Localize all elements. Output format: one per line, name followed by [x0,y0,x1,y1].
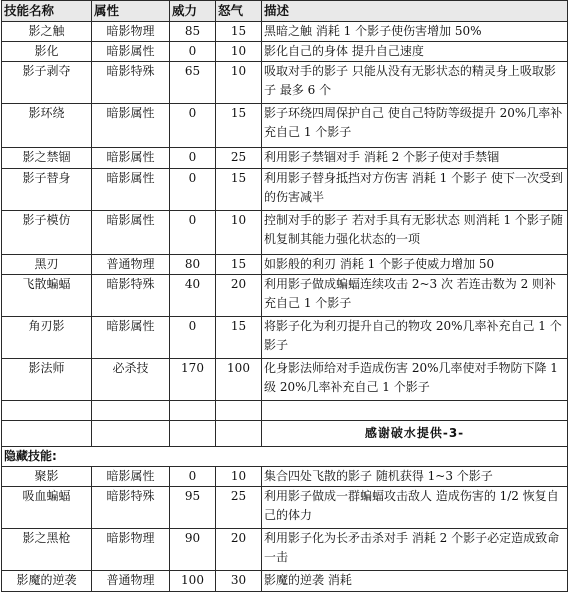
skill-description: 利用影子替身抵挡对方伤害 消耗 1 个影子 使下一次受到的伤害减半 [262,169,568,211]
skill-rage: 15 [216,22,262,42]
skill-name: 影之禁锢 [2,148,92,169]
skill-description: 利用影子化为长矛击杀对手 消耗 2 个影子必定造成致命一击 [262,529,568,571]
skill-description: 集合四处飞散的影子 随机获得 1~3 个影子 [262,467,568,487]
credit-row [2,421,568,447]
skill-attribute: 暗影属性 [92,169,170,211]
skill-row [2,42,568,62]
skill-rage: 10 [216,42,262,62]
skill-name: 影子模仿 [2,211,92,255]
skill-power: 0 [170,467,216,487]
skill-name: 聚影 [2,467,92,487]
skill-rage: 15 [216,255,262,275]
skill-description: 如影般的利刃 消耗 1 个影子使威力增加 50 [262,255,568,275]
skill-description: 控制对手的影子 若对手具有无影状态 则消耗 1 个影子随机复制其能力强化状态的一项 [262,211,568,255]
skill-power: 0 [170,148,216,169]
skill-power: 90 [170,529,216,571]
skill-row [2,62,568,104]
skill-attribute: 暗影物理 [92,22,170,42]
header-rage: 怒气 [216,1,262,22]
skill-power: 0 [170,104,216,148]
skill-attribute: 必杀技 [92,359,170,401]
skill-rage: 25 [216,148,262,169]
blank-row [2,401,568,421]
skill-rage: 100 [216,359,262,401]
skill-description: 化身影法师给对手造成伤害 20%几率使对手物防下降 1 级 20%几率补充自己 1 个影子 [262,359,568,401]
skill-attribute: 暗影特殊 [92,62,170,104]
skill-row [2,359,568,401]
skill-power: 0 [170,317,216,359]
hidden-section-header-row [2,447,568,467]
skill-power: 95 [170,487,216,529]
skill-description: 将影子化为利刃提升自己的物攻 20%几率补充自己 1 个影子 [262,317,568,359]
skill-power: 170 [170,359,216,401]
skill-table [1,0,568,592]
skill-row [2,317,568,359]
header-name: 技能名称 [2,1,92,22]
skill-attribute: 暗影特殊 [92,487,170,529]
skill-power: 40 [170,275,216,317]
skill-row [2,211,568,255]
skill-rage: 30 [216,571,262,592]
skill-power: 0 [170,42,216,62]
skill-description: 利用影子做成一群蝙蝠攻击敌人 造成伤害的 1/2 恢复自己的体力 [262,487,568,529]
skill-attribute: 暗影特殊 [92,275,170,317]
skill-attribute: 普通物理 [92,571,170,592]
skill-name: 角刃影 [2,317,92,359]
skill-row [2,169,568,211]
hidden-skill-row [2,467,568,487]
skill-name: 影之黑枪 [2,529,92,571]
skill-rage: 10 [216,62,262,104]
skill-row [2,275,568,317]
skill-name: 影子替身 [2,169,92,211]
skill-rage: 10 [216,467,262,487]
skill-row [2,104,568,148]
hidden-skill-row [2,487,568,529]
skill-name: 飞散蝙蝠 [2,275,92,317]
header-attribute: 属性 [92,1,170,22]
skill-rage: 20 [216,275,262,317]
skill-power: 0 [170,211,216,255]
skill-name: 影之触 [2,22,92,42]
skill-rage: 10 [216,211,262,255]
skill-row [2,255,568,275]
skill-power: 0 [170,169,216,211]
skill-attribute: 暗影属性 [92,42,170,62]
skill-name: 黑刃 [2,255,92,275]
header-description: 描述 [262,1,568,22]
hidden-skill-row [2,529,568,571]
skill-description: 影子环绕四周保护自己 使自己特防等级提升 20%几率补充自己 1 个影子 [262,104,568,148]
skill-power: 80 [170,255,216,275]
skill-name: 影魔的逆袭 [2,571,92,592]
skill-name: 影环绕 [2,104,92,148]
skill-description: 利用影子禁锢对手 消耗 2 个影子使对手禁锢 [262,148,568,169]
skill-rage: 15 [216,169,262,211]
skill-row [2,22,568,42]
credit-text: 感谢破水提供-3- [262,421,568,447]
skill-rage: 20 [216,529,262,571]
skill-rage: 25 [216,487,262,529]
skill-row [2,148,568,169]
skill-attribute: 暗影属性 [92,467,170,487]
header-power: 威力 [170,1,216,22]
skill-description: 黑暗之触 消耗 1 个影子使伤害增加 50% [262,22,568,42]
skill-attribute: 暗影属性 [92,104,170,148]
hidden-skill-row [2,571,568,592]
skill-power: 100 [170,571,216,592]
skill-rage: 15 [216,104,262,148]
skill-attribute: 暗影属性 [92,211,170,255]
table-header-row [2,1,568,22]
skill-description: 影化自己的身体 提升自己速度 [262,42,568,62]
skill-rage: 15 [216,317,262,359]
skill-description: 利用影子做成蝙蝠连续攻击 2~3 次 若连击数为 2 则补充自己 1 个影子 [262,275,568,317]
skill-attribute: 暗影属性 [92,317,170,359]
skill-name: 吸血蝙蝠 [2,487,92,529]
skill-power: 65 [170,62,216,104]
skill-attribute: 暗影物理 [92,529,170,571]
skill-power: 85 [170,22,216,42]
hidden-section-title: 隐藏技能: [2,447,568,467]
skill-name: 影法师 [2,359,92,401]
skill-description: 吸取对手的影子 只能从没有无影状态的精灵身上吸取影子 最多 6 个 [262,62,568,104]
skill-description: 影魔的逆袭 消耗 [262,571,568,592]
skill-attribute: 普通物理 [92,255,170,275]
skill-attribute: 暗影属性 [92,148,170,169]
skill-name: 影化 [2,42,92,62]
skill-name: 影子剥夺 [2,62,92,104]
